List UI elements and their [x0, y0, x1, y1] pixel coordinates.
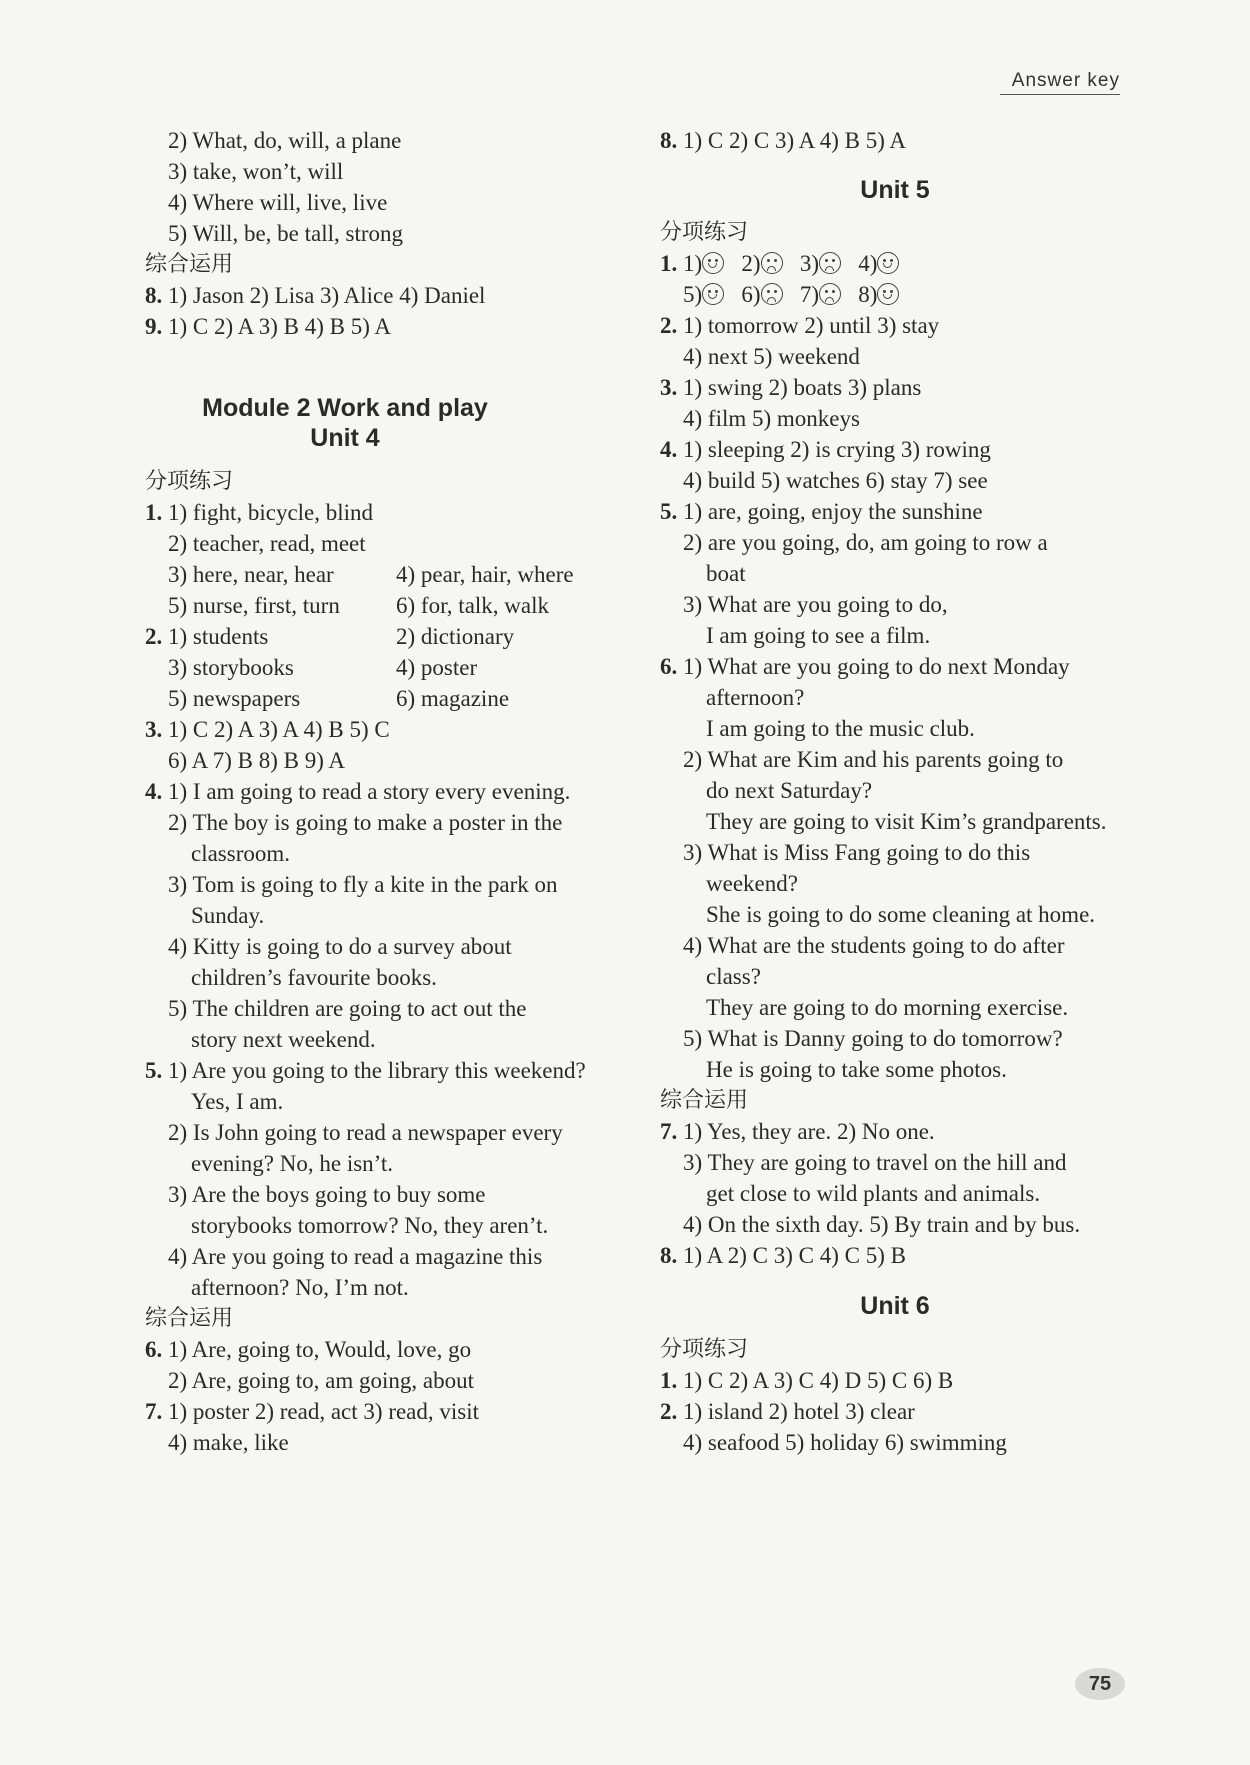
answer-line: 3) What is Miss Fang going to do this [683, 840, 1031, 865]
answer-line: 2) teacher, read, meet [168, 531, 366, 556]
answer-line [145, 622, 514, 652]
answer-text: 1) Jason 2) Lisa 3) Alice 4) Daniel [168, 283, 486, 308]
answer-text: 1) Are, going to, Would, love, go [168, 1337, 472, 1362]
answer-text: 8) [858, 282, 878, 307]
answer-line: 2) What are Kim and his parents going to [683, 747, 1064, 772]
answer-text: 2) dictionary [396, 624, 515, 649]
face-answer [683, 282, 724, 307]
answer-text: 1) fight, bicycle, blind [168, 500, 374, 525]
answer-text: 1) poster 2) read, act 3) read, visit [168, 1399, 480, 1424]
answer-line: 2) are you going, do, am going to row a [683, 530, 1048, 555]
answer-line: classroom. [191, 841, 291, 866]
question-number: 5. [145, 1058, 163, 1083]
answer-line: 4) What are the students going to do after [683, 933, 1065, 958]
sad-face-icon [819, 252, 841, 274]
question-number: 5. [660, 499, 678, 524]
answer-text: 6) magazine [396, 686, 510, 711]
answer-text: 1) sleeping 2) is crying 3) rowing [683, 437, 991, 462]
sad-face-icon [819, 283, 841, 305]
question-number: 8. [660, 1243, 678, 1268]
question-number: 8. [145, 283, 163, 308]
section-heading: 综合运用 [145, 252, 234, 277]
answer-line: 3) Are the boys going to buy some [168, 1182, 486, 1207]
happy-face-icon [702, 252, 724, 274]
question-number: 4. [660, 437, 678, 462]
question-number: 8. [660, 128, 678, 153]
answer-line [660, 435, 991, 465]
unit-title: Unit 6 [860, 1292, 930, 1320]
answer-text: 1) students [168, 624, 269, 649]
answer-line: 2) The boy is going to make a poster in the [168, 810, 563, 835]
answer-text: 1) island 2) hotel 3) clear [683, 1399, 915, 1424]
sad-face-icon [761, 252, 783, 274]
answer-line: 4) Where will, live, live [168, 190, 388, 215]
section-heading: 分项练习 [145, 469, 234, 494]
answer-text: 1) tomorrow 2) until 3) stay [683, 313, 940, 338]
face-answer [741, 251, 782, 276]
unit-title: Unit 4 [310, 424, 380, 452]
face-answer [858, 282, 899, 307]
answer-line: They are going to visit Kim’s grandparents. [706, 809, 1107, 834]
section-heading: 综合运用 [660, 1088, 749, 1113]
answer-line [145, 281, 485, 311]
question-number: 2. [660, 313, 678, 338]
answer-line: 4) seafood 5) holiday 6) swimming [683, 1430, 1007, 1455]
answer-line: weekend? [706, 871, 798, 896]
answer-text: 3) here, near, hear [168, 562, 334, 587]
answer-text: 1) [683, 251, 703, 276]
answer-text: 7) [799, 282, 820, 307]
question-number: 2. [660, 1399, 678, 1424]
answer-line: 5) Will, be, be tall, strong [168, 221, 403, 246]
answer-line [168, 684, 509, 714]
answer-text: 1) C 2) A 3) C 4) D 5) C 6) B [683, 1368, 954, 1393]
answer-line [660, 652, 1070, 682]
answer-line: 4) film 5) monkeys [683, 406, 860, 431]
answer-line [145, 498, 373, 528]
answer-text: 1) What are you going to do next Monday [683, 654, 1070, 679]
answer-text: 5) nurse, first, turn [168, 593, 340, 618]
answer-text: 1) C 2) A 3) B 4) B 5) A [168, 314, 391, 339]
answer-line: do next Saturday? [706, 778, 873, 803]
page-number: 75 [1075, 1668, 1125, 1700]
answer-text: 3) [799, 251, 820, 276]
answer-line: 3) What are you going to do, [683, 592, 948, 617]
answer-text: 3) storybooks [168, 655, 294, 680]
answer-line [168, 560, 574, 590]
answer-line: story next weekend. [191, 1027, 376, 1052]
answer-line: 4) On the sixth day. 5) By train and by bus. [683, 1212, 1081, 1237]
section-heading: 分项练习 [660, 220, 749, 245]
answer-text: 4) [858, 251, 878, 276]
face-answer [800, 282, 841, 307]
section-heading: 综合运用 [145, 1306, 234, 1331]
answer-line [660, 1241, 906, 1271]
answer-line [660, 311, 939, 341]
answer-line [660, 1397, 915, 1427]
answer-line: 4) Kitty is going to do a survey about [168, 934, 512, 959]
answer-line: afternoon? [706, 685, 805, 710]
answer-line [660, 1366, 953, 1396]
answer-text: 1) are, going, enjoy the sunshine [683, 499, 983, 524]
answer-text: 4) poster [396, 655, 478, 680]
answer-line: I am going to the music club. [706, 716, 975, 741]
answer-line: They are going to do morning exercise. [706, 995, 1069, 1020]
answer-line [660, 1117, 935, 1147]
answer-line: 4) make, like [168, 1430, 289, 1455]
happy-face-icon [702, 283, 724, 305]
answer-line: 4) Are you going to read a magazine this [168, 1244, 543, 1269]
answer-line [660, 373, 921, 403]
answer-text: 4) pear, hair, where [396, 562, 574, 587]
module-title: Module 2 Work and play [202, 394, 488, 422]
answer-line: 3) take, won’t, will [168, 159, 344, 184]
answer-line [683, 280, 899, 310]
question-number: 1. [145, 500, 163, 525]
answer-line: 3) Tom is going to fly a kite in the park on [168, 872, 558, 897]
answer-line [145, 777, 570, 807]
answer-line [660, 126, 906, 156]
answer-line: afternoon? No, I’m not. [191, 1275, 409, 1300]
answer-line: 5) The children are going to act out the [168, 996, 527, 1021]
question-number: 1. [660, 1368, 678, 1393]
answer-line: boat [706, 561, 746, 586]
answer-text: 1) I am going to read a story every evening. [168, 779, 571, 804]
answer-line: 5) What is Danny going to do tomorrow? [683, 1026, 1063, 1051]
answer-text: 1) Yes, they are. 2) No one. [683, 1119, 935, 1144]
answer-text: 1) Are you going to the library this weekend? [168, 1058, 586, 1083]
happy-face-icon [877, 252, 899, 274]
answer-line [168, 653, 477, 683]
question-number: 1. [660, 251, 678, 276]
answer-line [145, 1335, 471, 1365]
question-number: 7. [145, 1399, 163, 1424]
face-answer [800, 251, 841, 276]
answer-line: 2) Is John going to read a newspaper every [168, 1120, 563, 1145]
answer-text: 6) for, talk, walk [396, 593, 550, 618]
answer-line [145, 312, 391, 342]
answer-line: I am going to see a film. [706, 623, 931, 648]
answer-text: 5) [683, 282, 703, 307]
answer-line: 3) They are going to travel on the hill and [683, 1150, 1067, 1175]
answer-line [145, 1397, 479, 1427]
answer-text: 2) [741, 251, 761, 276]
question-number: 4. [145, 779, 163, 804]
answer-line: children’s favourite books. [191, 965, 437, 990]
question-number: 7. [660, 1119, 678, 1144]
answer-text: 5) newspapers [168, 686, 301, 711]
answer-line: Sunday. [191, 903, 265, 928]
answer-line: get close to wild plants and animals. [706, 1181, 1041, 1206]
face-answer [858, 251, 899, 276]
answer-line [168, 591, 549, 621]
happy-face-icon [877, 283, 899, 305]
answer-text: 1) C 2) C 3) A 4) B 5) A [683, 128, 906, 153]
sad-face-icon [761, 283, 783, 305]
unit-title: Unit 5 [860, 176, 930, 204]
question-number: 6. [145, 1337, 163, 1362]
answer-line: 4) build 5) watches 6) stay 7) see [683, 468, 988, 493]
question-number: 6. [660, 654, 678, 679]
answer-line [660, 497, 983, 527]
answer-line: Yes, I am. [191, 1089, 284, 1114]
answer-text: 6) [741, 282, 761, 307]
running-header: Answer key [1000, 70, 1120, 95]
answer-line: 4) next 5) weekend [683, 344, 860, 369]
answer-line: class? [706, 964, 761, 989]
answer-line: 6) A 7) B 8) B 9) A [168, 748, 345, 773]
answer-line: evening? No, he isn’t. [191, 1151, 394, 1176]
answer-line [145, 715, 390, 745]
answer-line [145, 1056, 586, 1086]
answer-line [660, 249, 899, 279]
question-number: 3. [660, 375, 678, 400]
answer-line: 2) Are, going to, am going, about [168, 1368, 474, 1393]
answer-line: storybooks tomorrow? No, they aren’t. [191, 1213, 549, 1238]
face-answer [683, 251, 724, 276]
question-number: 2. [145, 624, 163, 649]
section-heading: 分项练习 [660, 1337, 749, 1362]
answer-text: 1) A 2) C 3) C 4) C 5) B [683, 1243, 906, 1268]
answer-line: He is going to take some photos. [706, 1057, 1007, 1082]
answer-text: 1) swing 2) boats 3) plans [683, 375, 922, 400]
answer-text: 1) C 2) A 3) A 4) B 5) C [168, 717, 390, 742]
question-number: 9. [145, 314, 163, 339]
answer-line: 2) What, do, will, a plane [168, 128, 402, 153]
answer-line: She is going to do some cleaning at home. [706, 902, 1096, 927]
question-number: 3. [145, 717, 163, 742]
face-answer [741, 282, 782, 307]
